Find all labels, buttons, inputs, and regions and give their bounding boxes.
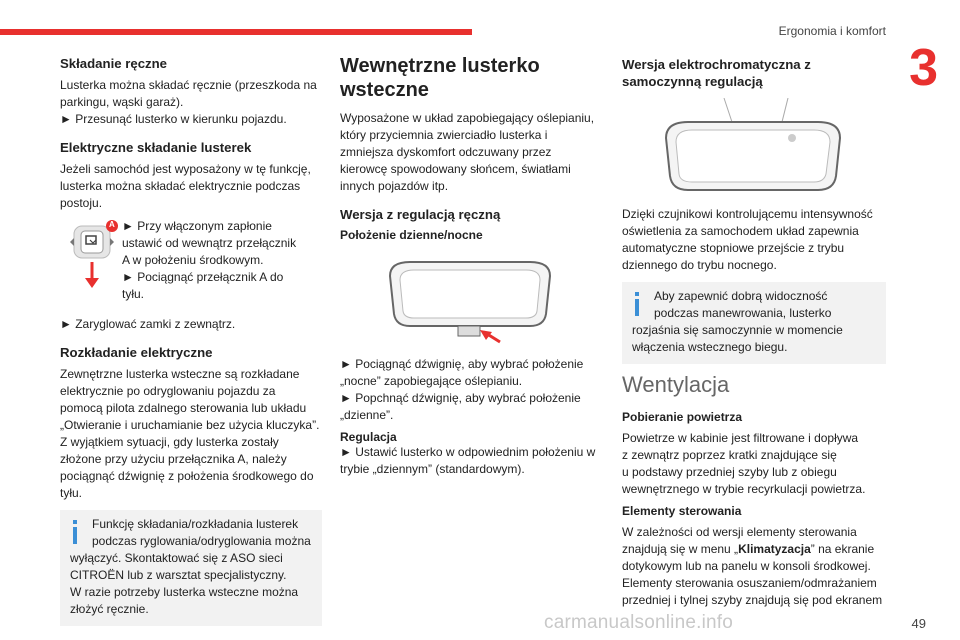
text-line: Zewnętrzne lusterka wsteczne są rozkładane xyxy=(60,367,300,381)
electro-mirror-figure xyxy=(622,98,886,202)
text-line: „Otwieranie i uruchamianie bez użycia kluczyka”. xyxy=(60,418,320,432)
text-line: CITROËN lub z warsztat specjalistyczny. xyxy=(70,568,287,582)
text-fragment: znajdują się w menu „ xyxy=(622,542,739,556)
paragraph-electric-folding xyxy=(60,161,322,212)
text-line: tyłu. xyxy=(60,486,83,500)
text-line: włączenia wstecznego biegu. xyxy=(632,340,788,354)
text-line: oświetlenia za samochodem układ zapewnia xyxy=(622,224,859,238)
watermark: carmanualsonline.info xyxy=(544,612,734,633)
heading-air-intake: Pobieranie powietrza xyxy=(622,410,743,424)
switch-figure xyxy=(60,218,322,310)
text-line: przedniej i tylnej szyby znajdują się pod ekranem xyxy=(622,593,883,607)
text-line: W zależności od wersji elementy sterowania xyxy=(622,525,857,539)
text-line: z zewnątrz poprzez kratki znajdujące się xyxy=(622,448,837,462)
text-line: parkingu, wąski garaż). xyxy=(60,95,184,109)
heading-ventilation: Wentylacja xyxy=(622,372,730,397)
text-line: pociągnąć dźwignię z położenia środkowego do xyxy=(60,469,314,483)
heading-electric-folding: Elektryczne składanie lusterek xyxy=(60,140,252,155)
lock-instruction: ► Zaryglować zamki z zewnątrz. xyxy=(60,317,236,331)
text-line: lusterka można składać elektrycznie podczas xyxy=(60,179,301,193)
text-line: A w położeniu środkowym. xyxy=(122,253,264,267)
text-line: podczas manewrowania, lusterko xyxy=(654,306,832,320)
text-line: Elementy sterowania osuszaniem/odmrażaniem xyxy=(622,576,877,590)
text-line: podczas ryglowania/odryglowania można xyxy=(92,534,311,548)
text-line: Dzięki czujnikowi kontrolującemu intensywność xyxy=(622,207,873,221)
paragraph-day-night xyxy=(340,356,602,424)
info-note-reverse xyxy=(622,282,886,364)
text-line: „dzienne”. xyxy=(340,408,394,422)
paragraph-interior-mirror xyxy=(340,110,602,195)
switch-instructions xyxy=(122,218,322,303)
page-number: 49 xyxy=(911,616,926,631)
header-accent-bar xyxy=(0,29,472,35)
paragraph-electrochromatic xyxy=(622,206,886,274)
text-line: ► Przy włączonym zapłonie xyxy=(122,219,272,233)
paragraph-adjustment xyxy=(340,444,602,478)
text-line: tyłu. xyxy=(122,287,145,301)
heading-manual-folding: Składanie ręczne xyxy=(60,56,168,71)
heading-interior-mirror: Wewnętrzne lusterko wsteczne xyxy=(340,55,540,101)
text-line: elektrycznie po odryglowaniu pojazdu za xyxy=(60,384,276,398)
text-line xyxy=(622,541,886,558)
text-line: ► Pociągnąć przełącznik A do xyxy=(122,270,284,284)
text-line: dziennego do trybu nocnego. xyxy=(622,258,777,272)
heading-manual-adjustment: Wersja z regulacją ręczną xyxy=(340,207,501,222)
text-line: ► Popchnąć dźwignię, aby wybrać położenie xyxy=(340,391,581,405)
manual-mirror-figure xyxy=(340,250,602,350)
heading-controls: Elementy sterowania xyxy=(622,504,742,518)
paragraph-electric-unfolding xyxy=(60,366,322,502)
section-title: Ergonomia i komfort xyxy=(778,24,886,38)
text-line: ► Przesunąć lusterko w kierunku pojazdu. xyxy=(60,112,287,126)
text-line: który przyciemnia zwierciadło lusterka i xyxy=(340,128,548,142)
text-line: dotykowym lub na panelu w konsoli środkowej. xyxy=(622,559,871,573)
text-line: złożyć ręcznie. xyxy=(70,602,149,616)
text-line: rozjaśnia się samoczynnie w momencie xyxy=(632,323,843,337)
column-3 xyxy=(622,52,886,615)
text-line: ► Ustawić lusterko w odpowiednim położeniu w xyxy=(340,445,596,459)
info-icon xyxy=(632,292,642,316)
text-line: Powietrze w kabinie jest filtrowane i dopływa xyxy=(622,431,859,445)
text-line: ustawić od wewnątrz przełącznik xyxy=(122,236,297,250)
text-line: kierowcę spowodowany słońcem, światłami xyxy=(340,162,571,176)
text-line: Aby zapewnić dobrą widoczność xyxy=(654,289,828,303)
paragraph-air-intake xyxy=(622,430,886,498)
text-line: złożone przy użyciu przełącznika A, należy xyxy=(60,452,287,466)
text-line: innych pojazdów itp. xyxy=(340,179,449,193)
chapter-number: 3 xyxy=(909,39,938,97)
text-line: „nocne” zapobiegające oślepianiu. xyxy=(340,374,523,388)
info-note xyxy=(60,510,322,626)
menu-name: Klimatyzacja xyxy=(738,542,811,556)
text-line: Funkcję składania/rozkładania lusterek xyxy=(92,517,299,531)
text-line: u podstawy przedniej szyby lub z obiegu xyxy=(622,465,837,479)
text-line: Jeżeli samochód jest wyposażony w tę funkcję, xyxy=(60,162,311,176)
info-icon xyxy=(70,520,80,544)
text-line: Lusterka można składać ręcznie (przeszkoda na xyxy=(60,78,317,92)
mirror-switch-illustration xyxy=(68,220,120,296)
text-line: Wyposażone w układ zapobiegający oślepianiu, xyxy=(340,111,595,125)
text-line: wewnętrznego w trybie recyrkulacji powietrza. xyxy=(622,482,866,496)
text-line: trybie „dziennym” (standardowym). xyxy=(340,462,525,476)
text-line: W razie potrzeby lusterka wsteczne można xyxy=(70,585,299,599)
heading-day-night: Położenie dzienne/nocne xyxy=(340,228,483,242)
text-line: Z wyjątkiem sytuacji, gdy lusterka zostały xyxy=(60,435,279,449)
text-line: automatyczne stopniowe przejście z trybu xyxy=(622,241,845,255)
text-line: wyłączyć. Skontaktować się z ASO sieci xyxy=(70,551,283,565)
text-line: ► Pociągnąć dźwignię, aby wybrać położenie xyxy=(340,357,584,371)
paragraph-controls xyxy=(622,524,886,609)
text-line: zmniejsza dyskomfort odczuwany przez xyxy=(340,145,552,159)
heading-electrochromatic: Wersja elektrochromatyczna z samoczynną regulacją xyxy=(622,57,811,89)
heading-electric-unfolding: Rozkładanie elektryczne xyxy=(60,345,213,360)
text-line: postoju. xyxy=(60,196,103,210)
switch-callout-label: A xyxy=(109,220,115,229)
column-2 xyxy=(340,52,602,484)
paragraph-manual-folding xyxy=(60,77,322,128)
electrochromatic-mirror-illustration xyxy=(658,98,848,198)
column-1 xyxy=(60,52,322,632)
heading-adjustment: Regulacja xyxy=(340,430,397,444)
manual-mirror-illustration xyxy=(380,256,560,348)
text-fragment: ” na ekranie xyxy=(810,542,875,556)
text-line: pomocą pilota zdalnego sterowania lub układu xyxy=(60,401,307,415)
